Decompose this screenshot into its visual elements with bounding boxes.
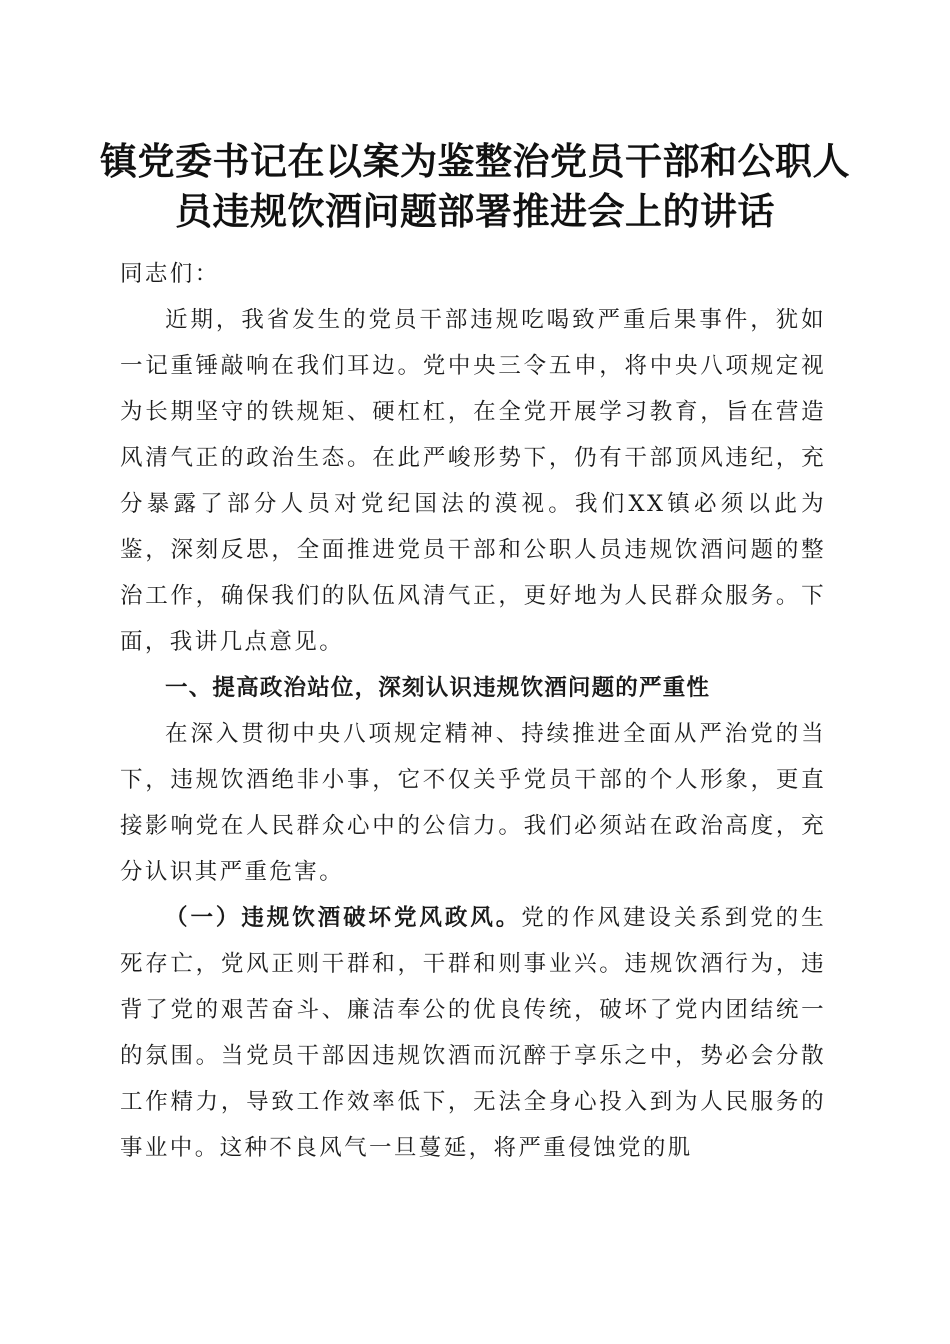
section-paragraph-1: 在深入贯彻中央八项规定精神、持续推进全面从严治党的当下，违规饮酒绝非小事，它不仅关乎党员干部的个人形象，更直接影响党在人民群众心中的公信力。我们必须站在政治高度，充分认识其严重危害。	[120, 721, 826, 885]
salutation: 同志们：	[120, 261, 220, 287]
subsection-paragraph-1	[120, 895, 826, 1171]
intro-paragraph: 近期，我省发生的党员干部违规吃喝致严重后果事件，犹如一记重锤敲响在我们耳边。党中央三令五申，将中央八项规定视为长期坚守的铁规矩、硬杠杠，在全党开展学习教育，旨在营造风清气正的政治生态。在此严峻形势下，仍有干部顶风违纪，充分暴露了部分人员对党纪国法的漠视。我们XX镇必须以此为鉴，深刻反思，全面推进党员干部和公职人员违规饮酒问题的整治工作，确保我们的队伍风清气正，更好地为人民群众服务。下面，我讲几点意见。	[120, 307, 826, 655]
section-heading-1: 一、提高政治站位，深刻认识违规饮酒问题的严重性	[165, 675, 711, 701]
document-body	[120, 251, 826, 1171]
subsection-text-1: 党的作风建设关系到党的生死存亡，党风正则干群和，干群和则事业兴。违规饮酒行为，违背了党的艰苦奋斗、廉洁奉公的优良传统，破坏了党内团结统一的氛围。当党员干部因违规饮酒而沉醉于享乐之中，势必会分散工作精力，导致工作效率低下，无法全身心投入到为人民服务的事业中。这种不良风气一旦蔓延，将严重侵蚀党的肌	[120, 905, 826, 1161]
subsection-heading-1: （一）违规饮酒破坏党风政风。	[165, 905, 522, 931]
document-title: 镇党委书记在以案为鉴整治党员干部和公职人员违规饮酒问题部署推进会上的讲话	[100, 139, 850, 233]
